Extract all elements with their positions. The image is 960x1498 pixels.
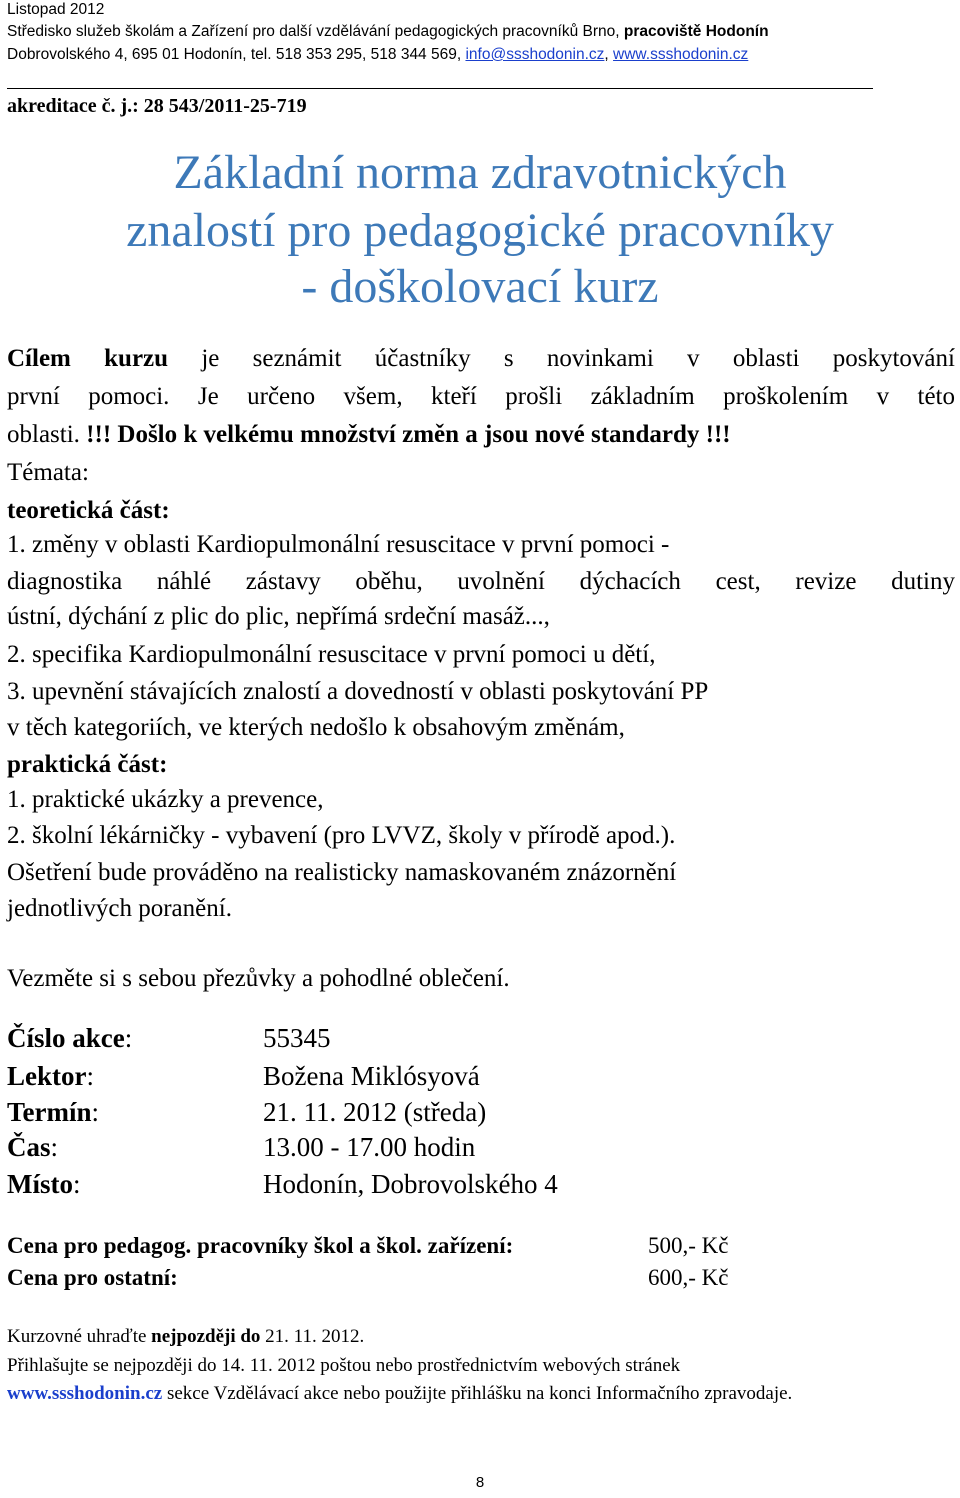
payment-deadline-label: nejpozději do: [151, 1326, 261, 1347]
detail-colon: :: [50, 1132, 59, 1162]
course-title-line-3: - doškolovací kurz: [301, 260, 659, 313]
detail-value: Božena Miklósyová: [263, 1061, 480, 1091]
header-organization: [7, 22, 769, 42]
detail-value: 13.00 - 17.00 hodin: [263, 1132, 476, 1162]
detail-colon: :: [91, 1097, 100, 1127]
topics-label: Témata:: [7, 459, 89, 486]
payment-prefix: Kurzovné uhraďte: [7, 1326, 152, 1347]
intro-goal-text: je seznámit účastníky s novinkami v oblasti poskytování: [168, 345, 955, 372]
header-date: Listopad 2012: [7, 1, 105, 18]
price-value: 600,- Kč: [648, 1265, 729, 1290]
theory-item-1-line-3: ústní, dýchání z plic do plic, nepřímá srdeční masáž...,: [7, 603, 550, 630]
intro-notice: !!! Došlo k velkému množství změn a jsou nové standardy !!!: [86, 421, 731, 448]
theory-item-3-line-1: 3. upevnění stávajících znalostí a dovedností v oblasti poskytování PP: [7, 678, 709, 705]
header-email-link[interactable]: info@ssshodonin.cz: [465, 46, 605, 63]
payment-note: [7, 1324, 364, 1350]
detail-colon: :: [72, 1169, 81, 1199]
practice-item-2: 2. školní lékárničky - vybavení (pro LVVZ, školy v přírodě apod.).: [7, 822, 676, 849]
practice-item-1: 1. praktické ukázky a prevence,: [7, 786, 324, 813]
practice-heading: [7, 748, 167, 782]
payment-date: 21. 11. 2012.: [260, 1326, 365, 1347]
price-teachers: [7, 1231, 729, 1261]
practice-note-line-2: jednotlivých poranění.: [7, 895, 232, 922]
price-label: Cena pro ostatní:: [7, 1265, 178, 1290]
page-number: 8: [475, 1474, 485, 1491]
detail-label: Čas: [7, 1132, 51, 1162]
course-title-line-1: Základní norma zdravotnických: [173, 146, 787, 199]
registration-line-2: [7, 1381, 792, 1407]
price-others: [7, 1263, 729, 1293]
detail-label: Termín: [7, 1097, 92, 1127]
practice-heading-text: praktická část:: [7, 751, 168, 778]
detail-value: Hodonín, Dobrovolského 4: [263, 1169, 558, 1199]
detail-date: [7, 1094, 487, 1130]
detail-lecturer: [7, 1058, 480, 1094]
registration-line-1: Přihlašujte se nejpozději do 14. 11. 2012 poštou nebo prostřednictvím webových stránek: [7, 1355, 681, 1376]
theory-heading-text: teoretická část:: [7, 497, 170, 524]
detail-label: Místo: [7, 1169, 73, 1199]
header-divider: [7, 88, 873, 89]
price-label: Cena pro pedagog. pracovníky škol a škol. zařízení:: [7, 1233, 514, 1258]
detail-colon: :: [124, 1023, 133, 1053]
header-address: Dobrovolského 4, 695 01 Hodonín, tel. 518 353 295, 518 344 569,: [7, 46, 466, 63]
detail-time: [7, 1129, 476, 1165]
header-contact: [7, 45, 748, 65]
practice-note-line-1: Ošetření bude prováděno na realisticky namaskovaném znázornění: [7, 859, 677, 886]
intro-line-3: [7, 418, 731, 452]
course-title-line-2: znalostí pro pedagogické pracovníky: [126, 204, 834, 257]
detail-value: 55345: [263, 1023, 331, 1053]
detail-colon: :: [86, 1061, 94, 1091]
price-value: 500,- Kč: [648, 1233, 729, 1258]
registration-rest: sekce Vzdělávací akce nebo použijte přihlášku na konci Informačního zpravodaje.: [162, 1383, 793, 1404]
intro-goal-label: Cílem kurzu: [7, 345, 169, 372]
detail-value: 21. 11. 2012 (středa): [263, 1097, 487, 1127]
intro-line-2: první pomoci. Je určeno všem, kteří prošli základním proškolením v této: [7, 383, 955, 410]
intro-line-1: [7, 342, 955, 376]
intro-line-3-start: oblasti.: [7, 421, 87, 448]
header-organization-text: Středisko služeb školám a Zařízení pro další vzdělávání pedagogických pracovníků Brno,: [7, 23, 624, 40]
detail-label: Číslo akce: [7, 1023, 125, 1053]
theory-item-2: 2. specifika Kardiopulmonální resuscitace v první pomoci u dětí,: [7, 641, 656, 668]
theory-item-1-line-2: diagnostika náhlé zástavy oběhu, uvolnění dýchacích cest, revize dutiny: [7, 568, 955, 595]
header-website-link[interactable]: www.ssshodonin.cz: [613, 46, 749, 63]
accreditation: akreditace č. j.: 28 543/2011-25-719: [7, 95, 307, 117]
header-branch: pracoviště Hodonín: [623, 23, 769, 40]
bring-note: Vezměte si s sebou přezůvky a pohodlné oblečení.: [7, 965, 510, 992]
detail-label: Lektor: [7, 1061, 87, 1091]
registration-website-link[interactable]: www.ssshodonin.cz: [7, 1383, 163, 1404]
detail-place: [7, 1166, 558, 1202]
theory-heading: [7, 494, 170, 528]
header-separator: ,: [604, 46, 614, 63]
theory-item-3-line-2: v těch kategoriích, ve kterých nedošlo k obsahovým změnám,: [7, 714, 625, 741]
detail-event-number: [7, 1020, 331, 1056]
theory-item-1-line-1: 1. změny v oblasti Kardiopulmonální resuscitace v první pomoci -: [7, 531, 670, 558]
